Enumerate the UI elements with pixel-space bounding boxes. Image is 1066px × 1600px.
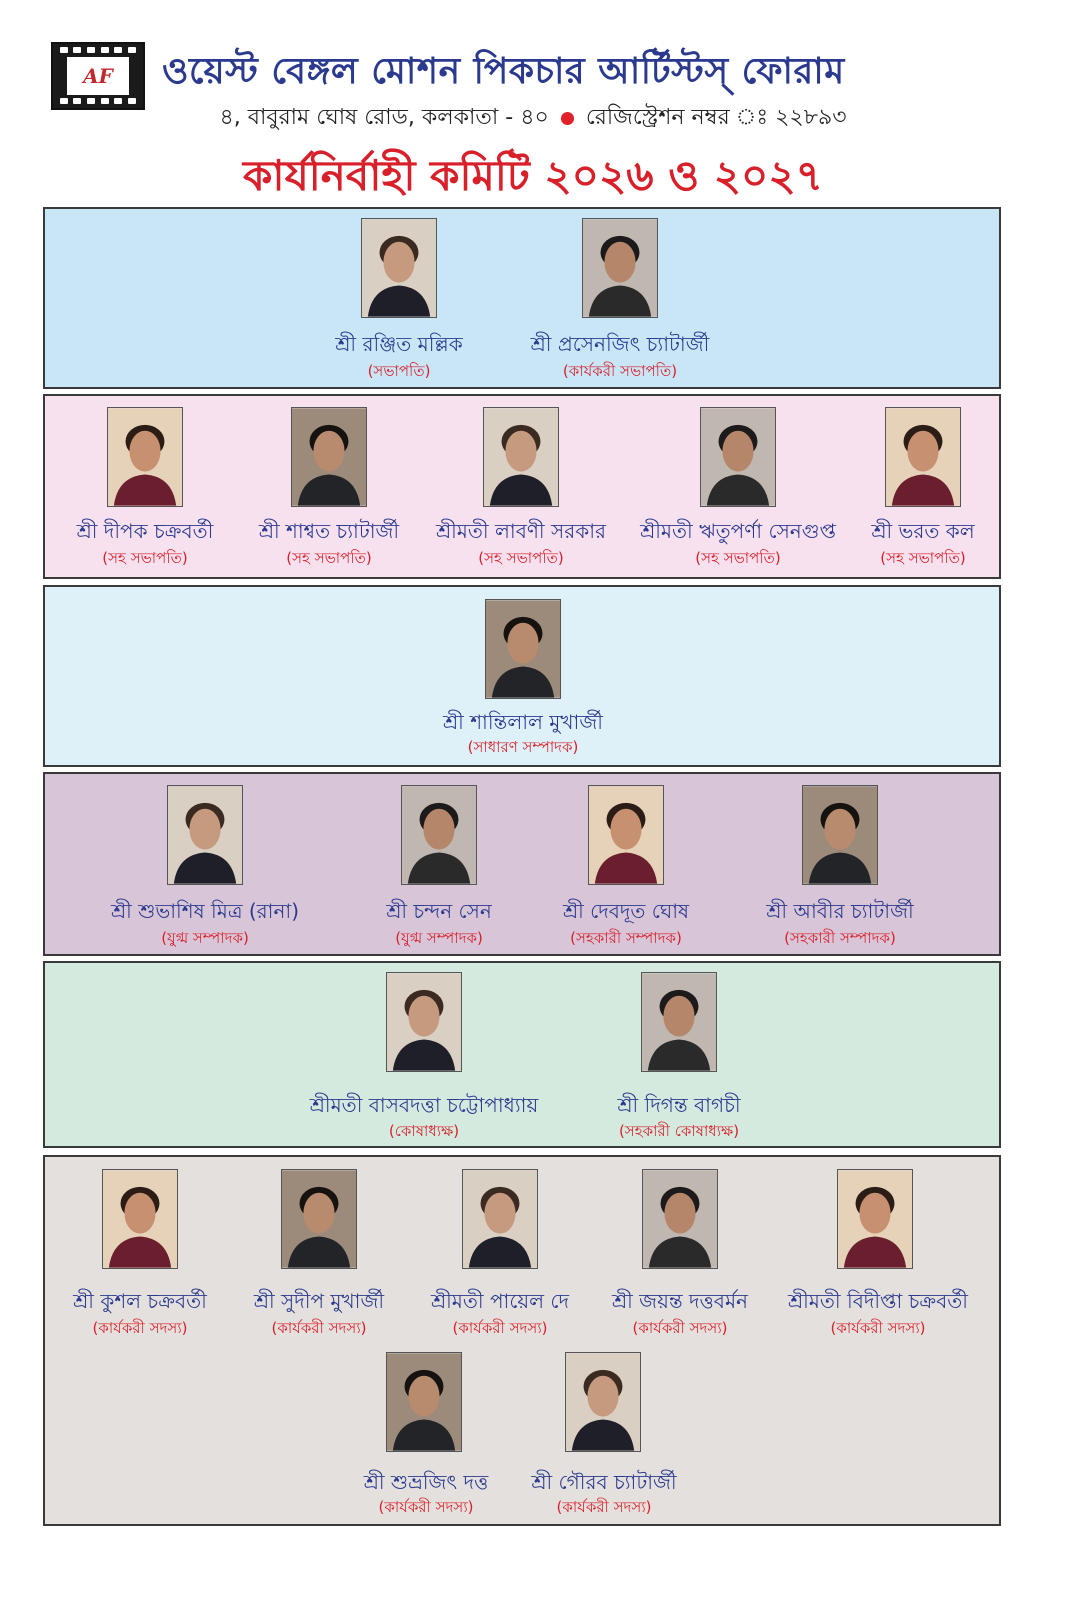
member-photo	[462, 1169, 538, 1269]
member-role: (সহ সভাপতি)	[286, 549, 372, 567]
member-role: (সহকারী কোষাধ্যক্ষ)	[618, 1122, 740, 1140]
member-name: শ্রীমতী পায়েল দে	[430, 1289, 570, 1313]
portrait-placeholder-icon	[484, 408, 558, 506]
portrait-placeholder-icon	[103, 1170, 177, 1268]
portrait-placeholder-icon	[168, 786, 242, 884]
portrait-placeholder-icon	[282, 1170, 356, 1268]
member-photo	[582, 218, 658, 318]
member-role: (সহ সভাপতি)	[880, 549, 966, 567]
member-name: শ্রী শুভ্রজিৎ দত্ত	[363, 1470, 489, 1494]
logo-monogram: AF	[67, 57, 129, 95]
member-name: শ্রী শাশ্বত চ্যাটার্জী	[258, 519, 400, 543]
member-photo	[700, 407, 776, 507]
committee-heading: কার্যনির্বাহী কমিটি ২০২৬ ও ২০২৭	[243, 151, 823, 200]
member-name: শ্রী রঞ্জিত মল্লিক	[335, 332, 463, 356]
member-name: শ্রী চন্দন সেন	[386, 899, 492, 923]
member-photo	[401, 785, 477, 885]
portrait-placeholder-icon	[402, 786, 476, 884]
member-name: শ্রী দিগন্ত বাগচী	[617, 1093, 741, 1117]
separator-dot-icon	[561, 112, 574, 125]
member-role: (কার্যকরী সদস্য)	[632, 1319, 728, 1337]
member-role: (কার্যকরী সদস্য)	[830, 1319, 926, 1337]
member-name: শ্রী দেবদূত ঘোষ	[562, 899, 690, 923]
portrait-placeholder-icon	[838, 1170, 912, 1268]
member-role: (কোষাধ্যক্ষ)	[388, 1122, 460, 1140]
member-name: শ্রী দীপক চক্রবর্তী	[76, 519, 214, 543]
portrait-placeholder-icon	[387, 1353, 461, 1451]
portrait-placeholder-icon	[803, 786, 877, 884]
member-photo	[885, 407, 961, 507]
member-role: (সহ সভাপতি)	[478, 549, 564, 567]
member-photo	[361, 218, 437, 318]
member-photo	[386, 972, 462, 1072]
section-treasurers	[43, 961, 1001, 1148]
member-name: শ্রীমতী লাবণী সরকার	[435, 519, 607, 543]
portrait-placeholder-icon	[583, 219, 657, 317]
member-role: (কার্যকরী সদস্য)	[378, 1498, 474, 1516]
member-role: (যুগ্ম সম্পাদক)	[161, 929, 249, 947]
portrait-placeholder-icon	[292, 408, 366, 506]
member-photo	[802, 785, 878, 885]
section-general-secretary	[43, 585, 1001, 767]
member-name: শ্রী সুদীপ মুখার্জী	[253, 1289, 385, 1313]
member-photo	[565, 1352, 641, 1452]
portrait-placeholder-icon	[486, 600, 560, 698]
portrait-placeholder-icon	[886, 408, 960, 506]
member-name: শ্রীমতী বিদীপ্তা চক্রবর্তী	[787, 1289, 969, 1313]
registration-number: রেজিস্ট্রেশন নম্বর ঃ ২২৮৯৩	[585, 105, 847, 130]
address-line	[0, 100, 1066, 137]
member-role: (সহ সভাপতি)	[695, 549, 781, 567]
portrait-placeholder-icon	[566, 1353, 640, 1451]
member-role: (কার্যকরী সদস্য)	[92, 1319, 188, 1337]
member-photo	[167, 785, 243, 885]
member-photo	[281, 1169, 357, 1269]
member-photo	[386, 1352, 462, 1452]
member-photo	[837, 1169, 913, 1269]
member-role: (কার্যকরী সভাপতি)	[562, 362, 678, 380]
member-role: (কার্যকরী সদস্য)	[271, 1319, 367, 1337]
address: ৪, বাবুরাম ঘোষ রোড, কলকাতা - ৪০	[219, 105, 549, 130]
member-photo	[485, 599, 561, 699]
member-name: শ্রী ভরত কল	[871, 519, 975, 543]
portrait-placeholder-icon	[642, 973, 716, 1071]
organization-title: ওয়েস্ট বেঙ্গল মোশন পিকচার আর্টিস্টস্ ফোরাম	[162, 51, 845, 92]
member-name: শ্রী জয়ন্ত দত্তবর্মন	[612, 1289, 748, 1313]
member-name: শ্রী শুভাশিষ মিত্র (রানা)	[110, 899, 300, 923]
member-photo	[642, 1169, 718, 1269]
member-role: (সভাপতি)	[367, 362, 431, 380]
member-photo	[107, 407, 183, 507]
member-name: শ্রী আবীর চ্যাটার্জী	[766, 899, 914, 923]
portrait-placeholder-icon	[701, 408, 775, 506]
member-photo	[102, 1169, 178, 1269]
portrait-placeholder-icon	[463, 1170, 537, 1268]
portrait-placeholder-icon	[108, 408, 182, 506]
member-role: (কার্যকরী সদস্য)	[452, 1319, 548, 1337]
portrait-placeholder-icon	[589, 786, 663, 884]
section-president	[43, 207, 1001, 389]
portrait-placeholder-icon	[387, 973, 461, 1071]
member-name: শ্রীমতী বাসবদত্তা চট্টোপাধ্যায়	[309, 1093, 539, 1117]
member-role: (কার্যকরী সদস্য)	[556, 1498, 652, 1516]
member-name: শ্রী প্রসেনজিৎ চ্যাটার্জী	[530, 332, 710, 356]
section-executive-members	[43, 1155, 1001, 1526]
member-role: (সহকারী সম্পাদক)	[784, 929, 896, 947]
member-role: (সহ সভাপতি)	[102, 549, 188, 567]
section-secretaries	[43, 772, 1001, 956]
member-name: শ্রী কুশল চক্রবর্তী	[73, 1289, 207, 1313]
member-name: শ্রীমতী ঋতুপর্ণা সেনগুপ্ত	[640, 519, 836, 543]
member-role: (সাধারণ সম্পাদক)	[467, 738, 579, 756]
member-role: (সহকারী সম্পাদক)	[570, 929, 682, 947]
portrait-placeholder-icon	[362, 219, 436, 317]
member-photo	[588, 785, 664, 885]
member-role: (যুগ্ম সম্পাদক)	[395, 929, 483, 947]
member-photo	[291, 407, 367, 507]
section-vice-presidents	[43, 394, 1001, 579]
member-name: শ্রী গৌরব চ্যাটার্জী	[531, 1470, 677, 1494]
member-photo	[641, 972, 717, 1072]
member-name: শ্রী শান্তিলাল মুখার্জী	[443, 710, 603, 734]
member-photo	[483, 407, 559, 507]
portrait-placeholder-icon	[643, 1170, 717, 1268]
